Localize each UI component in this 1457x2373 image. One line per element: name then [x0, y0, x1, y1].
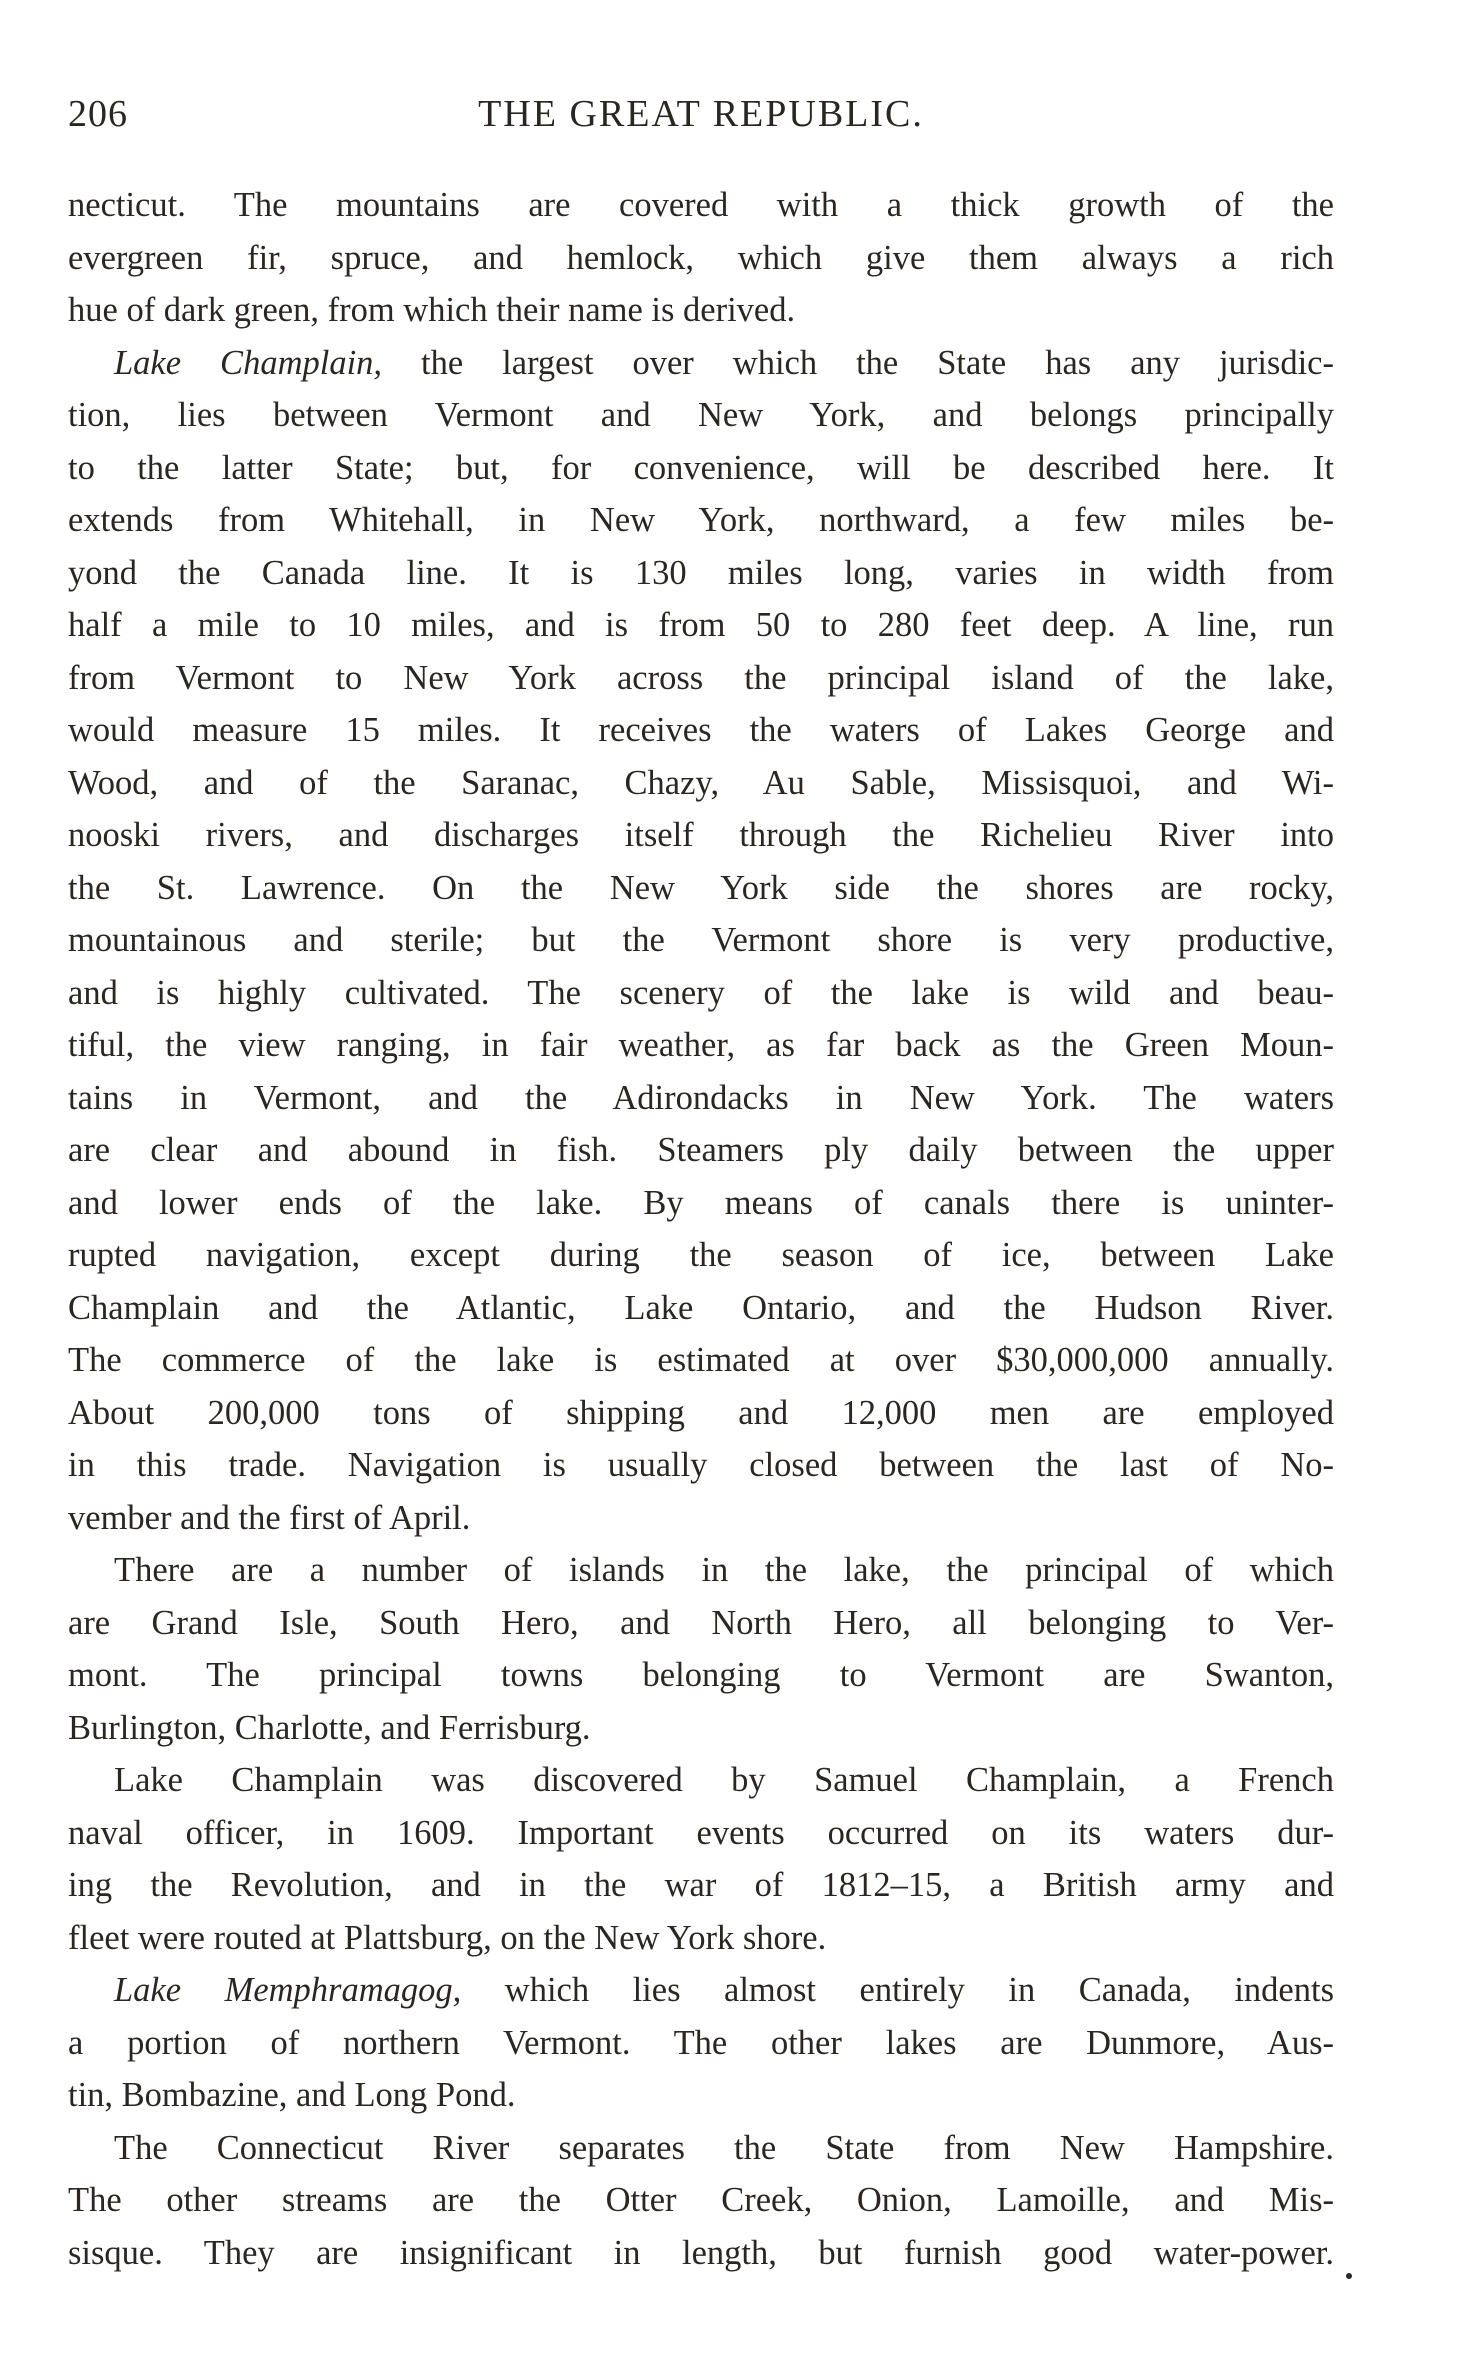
text-line: mountainous and sterile; but the Vermont shore is very productive, — [68, 921, 1334, 959]
text-line: necticut. The mountains are covered with a thick growth of the — [68, 186, 1334, 224]
text-line: in this trade. Navigation is usually closed between the last of No- — [68, 1446, 1334, 1484]
text-line — [68, 1964, 1334, 2017]
text-line: The other streams are the Otter Creek, Onion, Lamoille, and Mis- — [68, 2181, 1334, 2219]
text-line: yond the Canada line. It is 130 miles long, varies in width from — [68, 553, 1334, 592]
text-line: tiful, the view ranging, in fair weather, as far back as the Green Moun- — [68, 1026, 1334, 1064]
text-line: rupted navigation, except during the season of ice, between Lake — [68, 1236, 1334, 1274]
text-line: About 200,000 tons of shipping and 12,000 men are employed — [68, 1393, 1334, 1432]
text-line: tion, lies between Vermont and New York, and belongs principally — [68, 396, 1334, 434]
text-line: are clear and abound in fish. Steamers ply daily between the upper — [68, 1131, 1334, 1169]
text-line: evergreen fir, spruce, and hemlock, which give them always a rich — [68, 238, 1334, 277]
page-number: 206 — [68, 93, 128, 135]
text-line — [68, 337, 1334, 390]
text-line: tin, Bombazine, and Long Pond. — [68, 2076, 516, 2114]
running-head — [68, 92, 1334, 142]
text-line: and lower ends of the lake. By means of canals there is uninter- — [68, 1183, 1334, 1222]
body-text — [68, 179, 1334, 2279]
text-line: naval officer, in 1609. Important events occurred on its waters dur- — [68, 1813, 1334, 1852]
text-line: vember and the first of April. — [68, 1498, 471, 1537]
text-line: Champlain and the Atlantic, Lake Ontario, and the Hudson River. — [68, 1288, 1334, 1327]
text-line: tains in Vermont, and the Adirondacks in New York. The waters — [68, 1078, 1334, 1117]
text-line: Burlington, Charlotte, and Ferrisburg. — [68, 1708, 591, 1747]
text-line: would measure 15 miles. It receives the waters of Lakes George and — [68, 711, 1334, 749]
text-line: mont. The principal towns belonging to Vermont are Swanton, — [68, 1656, 1334, 1694]
text-line: Lake Champlain was discovered by Samuel Champlain, a French — [114, 1761, 1334, 1799]
ink-speck — [1346, 2273, 1352, 2279]
text-span: which lies almost entirely in Canada, indents — [461, 1971, 1335, 2009]
text-line: fleet were routed at Plattsburg, on the New York shore. — [68, 1918, 827, 1957]
text-line: sisque. They are insignificant in length, but furnish good water-power. — [68, 2233, 1334, 2272]
text-line: a portion of northern Vermont. The other lakes are Dunmore, Aus- — [68, 2023, 1334, 2062]
text-line: The Connecticut River separates the State from New Hampshire. — [114, 2128, 1334, 2167]
text-line: from Vermont to New York across the principal island of the lake, — [68, 658, 1334, 697]
running-title: THE GREAT REPUBLIC. — [478, 93, 924, 135]
text-line: are Grand Isle, South Hero, and North Hero, all belonging to Ver- — [68, 1603, 1334, 1642]
text-line: ing the Revolution, and in the war of 1812–15, a British army and — [68, 1866, 1334, 1904]
text-line: The commerce of the lake is estimated at over $30,000,000 annually. — [68, 1341, 1334, 1379]
text-line: nooski rivers, and discharges itself through the Richelieu River into — [68, 816, 1334, 854]
lake-name-italic: Lake Champlain, — [114, 343, 383, 382]
text-span: the largest over which the State has any jurisdic- — [382, 343, 1334, 382]
text-line: extends from Whitehall, in New York, northward, a few miles be- — [68, 501, 1334, 539]
text-line: hue of dark green, from which their name is derived. — [68, 291, 796, 329]
text-line: to the latter State; but, for convenience, will be described here. It — [68, 448, 1334, 487]
lake-name-italic: Lake Memphramagog, — [114, 1971, 462, 2009]
text-line: There are a number of islands in the lake, the principal of which — [114, 1551, 1334, 1589]
text-line: the St. Lawrence. On the New York side the shores are rocky, — [68, 868, 1334, 907]
text-line: and is highly cultivated. The scenery of the lake is wild and beau- — [68, 973, 1334, 1012]
text-line: half a mile to 10 miles, and is from 50 to 280 feet deep. A line, run — [68, 606, 1334, 644]
text-line: Wood, and of the Saranac, Chazy, Au Sable, Missisquoi, and Wi- — [68, 763, 1334, 802]
